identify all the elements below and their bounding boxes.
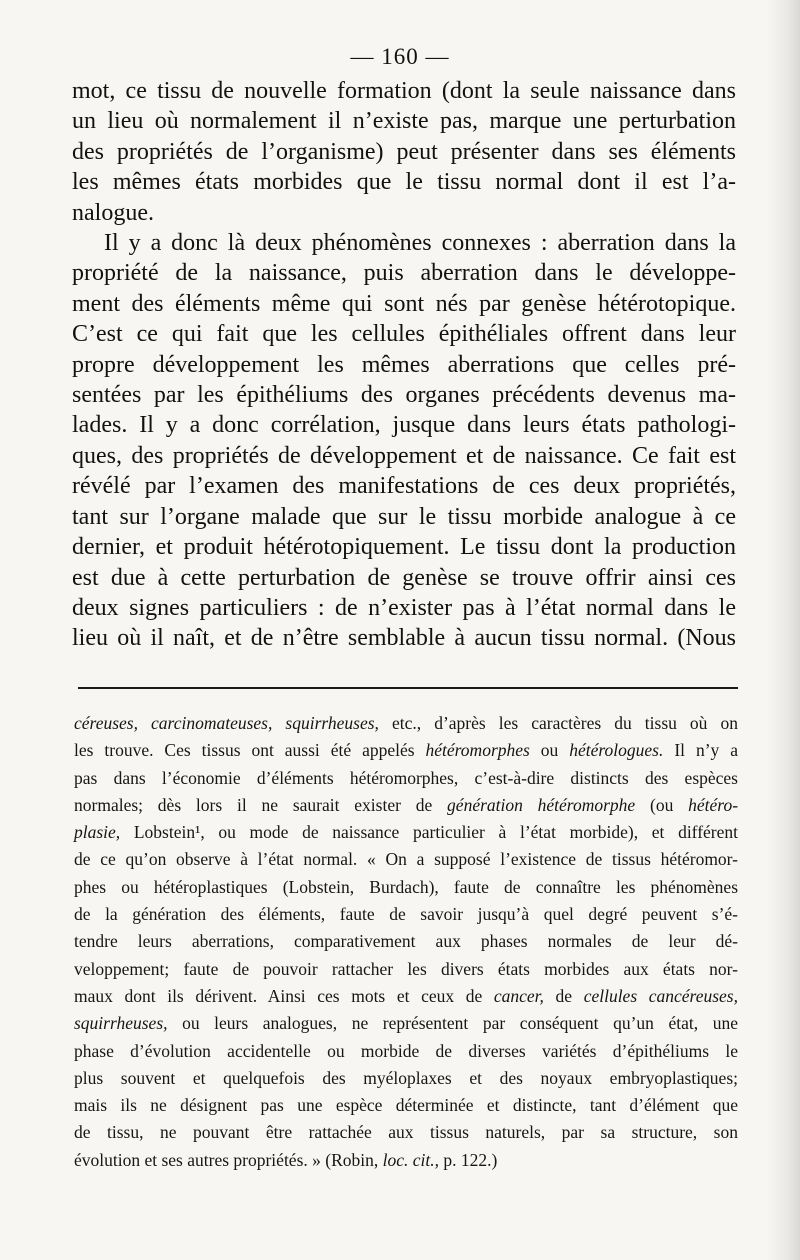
footnote-italic: hétérologues. (569, 740, 664, 761)
footnote-italic: cancer, (493, 985, 544, 1006)
footnote-italic: génération hétéromorphe (447, 794, 636, 815)
main-text (72, 76, 736, 654)
footnote-line: pas dans l’économie d’éléments hétéromorphes, c’est-à-dire distincts des espèces (74, 767, 738, 788)
body-line: sentées par les épithéliums des organes précédents devenus ma- (72, 382, 736, 409)
body-line: est due à cette perturbation de genèse se trouve offrir ainsi ces (72, 564, 736, 591)
footnote-italic: loc. cit., (382, 1149, 439, 1170)
body-line: ment des éléments même qui sont nés par genèse hétérotopique. (72, 290, 736, 317)
footnote-text: ou leurs analogues, ne représentent par conséquent qu’un état, une (167, 1013, 738, 1034)
footnote-text: les trouve. Ces tissus ont aussi été appelés (74, 740, 426, 761)
footnote-line: tendre leurs aberrations, comparativement aux phases normales de leur dé- (74, 931, 738, 952)
page-number: — 160 — (350, 44, 450, 69)
footnote-italic: céreuses, carcinomateuses, squirrheuses, (74, 713, 379, 733)
body-line: dernier, et produit hétérotopiquement. Le tissu dont la production (72, 534, 736, 561)
footnote-line: phes ou hétéroplastiques (Lobstein, Burdach), faute de connaître les phénomènes (74, 876, 738, 897)
footnote-line (74, 710, 738, 737)
footnote-line (74, 1010, 738, 1037)
footnote-italic: hétéro- (688, 794, 739, 815)
footnote-italic: hétéromorphes (425, 740, 530, 761)
footnote-italic: squirrheuses, (74, 1013, 168, 1034)
body-line: mot, ce tissu de nouvelle formation (dont la seule naissance dans (72, 78, 736, 104)
footnote-text: normales; dès lors il ne saurait exister de (74, 794, 448, 815)
footnote-line (74, 792, 738, 819)
footnote-line: plus souvent et quelquefois des myéloplaxes et des noyaux embryoplastiques; (74, 1067, 738, 1088)
footnote-italic: plasie, (74, 822, 121, 843)
body-line (72, 228, 736, 258)
footnote-text: évolution et ses autres propriétés. » (Robin, (74, 1149, 383, 1170)
footnote-text: ou (529, 740, 570, 761)
body-line: révélé par l’examen des manifestations de ces deux propriétés, (72, 473, 736, 500)
footnote-italic: cellules cancéreuses, (583, 985, 738, 1006)
body-line: propre développement les mêmes aberrations que celles pré- (72, 351, 736, 378)
footnote-line: veloppement; faute de pouvoir rattacher les divers états morbides aux états nor- (74, 958, 738, 979)
footnote-text: Il n’y a (663, 740, 739, 761)
body-line: deux signes particuliers : de n’exister pas à l’état normal dans le (72, 594, 736, 621)
body-line: C’est ce qui fait que les cellules épithéliales offrent dans leur (72, 321, 736, 348)
footnote-text: p. 122.) (439, 1149, 498, 1170)
footnote-line: mais ils ne désignent pas une espèce déterminée et distincte, tant d’élément que (74, 1095, 738, 1116)
footnote-text: maux dont ils dérivent. Ainsi ces mots et ceux de (74, 985, 494, 1006)
footnote-text: (ou (635, 794, 689, 815)
body-line: les mêmes états morbides que le tissu normal dont il est l’a- (72, 169, 736, 196)
footnote-line (74, 983, 738, 1010)
footnote-text: Lobstein¹, ou mode de naissance particulier à l’état morbide), et différent (120, 822, 738, 843)
footnote-text: de (543, 985, 584, 1006)
body-line: des propriétés de l’organisme) peut présenter dans ses éléments (72, 138, 736, 165)
body-line: propriété de la naissance, puis aberration dans le développe- (72, 260, 736, 287)
footnote-line: de la génération des éléments, faute de savoir jusqu’à quel degré peuvent s’é- (74, 904, 738, 925)
footnote-text: etc., d’après les caractères du tissu où on (378, 713, 738, 733)
footnote-line (74, 819, 738, 846)
footnote-line (74, 1147, 738, 1174)
footnote-line: de ce qu’on observe à l’état normal. « On a supposé l’existence de tissus hétéromor- (74, 849, 738, 870)
footnote-line: de tissu, ne pouvant être rattachée aux tissus naturels, par sa structure, son (74, 1122, 738, 1143)
footnote-rule (78, 687, 738, 689)
body-line: un lieu où normalement il n’existe pas, marque une perturbation (72, 108, 736, 135)
body-line: lieu où il naît, et de n’être semblable à aucun tissu normal. (Nous (72, 625, 736, 652)
footnote-line (74, 737, 738, 764)
body-line: nalogue. (72, 199, 154, 226)
body-line: lades. Il y a donc corrélation, jusque dans leurs états pathologi- (72, 412, 736, 439)
body-line: ques, des propriétés de développement et de naissance. Ce fait est (72, 442, 736, 469)
page-edge-shadow (766, 0, 800, 1260)
footnote-line: phase d’évolution accidentelle ou morbide de diverses variétés d’épithéliums le (74, 1040, 738, 1061)
footnote (74, 710, 738, 1174)
body-line: tant sur l’organe malade que sur le tissu morbide analogue à ce (72, 503, 736, 530)
paragraph-start: Il y a donc là deux phénomènes connexes : aberration dans la (104, 230, 736, 257)
